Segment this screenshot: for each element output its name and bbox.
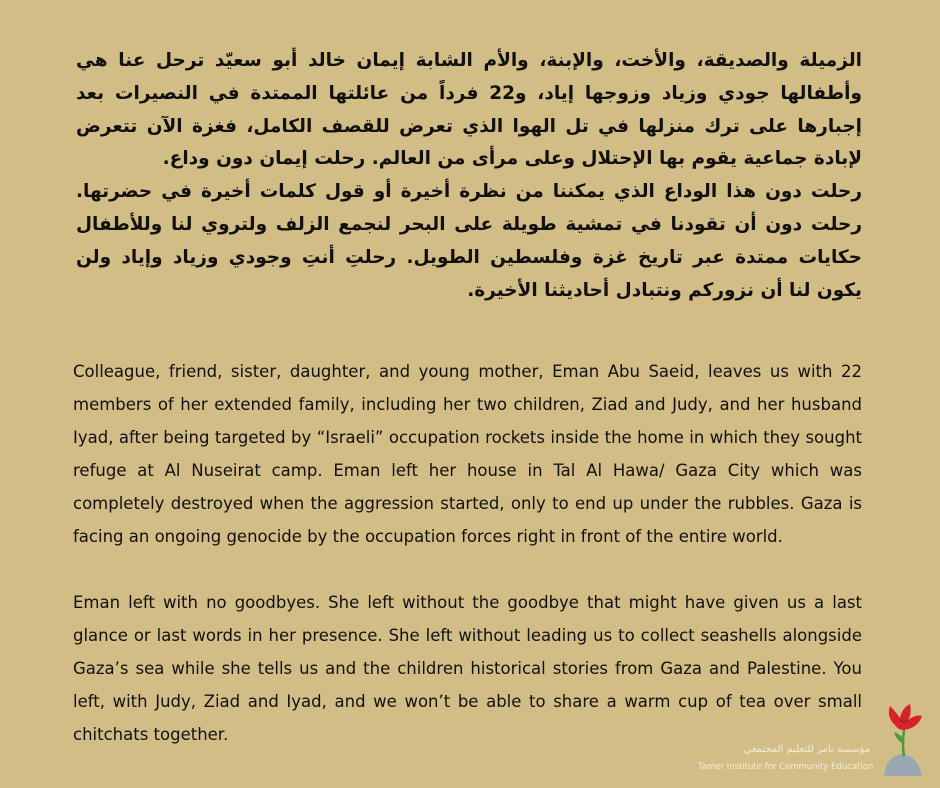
arabic-paragraph-1: الزميلة والصديقة، والأخت، والإبنة، والأم الشابة إيمان خالد أبو سعيّد ترحل عنا هي وأطفالها جودي وزياد وزوجها إياد، و22 فرداً من عائلتها الممتدة في النصيرات بعد إجبارها على ترك منزلها في تل الهوا الذي تعرض للقصف الكامل، فغزة الآن تتعرض لإبادة جماعية يقوم بها الإحتلال وعلى مرأى من العالم. رحلت إيمان دون وداع.	[76, 50, 862, 170]
logo-english-name: Tamer Institute for Community Education	[698, 762, 874, 772]
red-poppy-flower-icon	[880, 700, 928, 776]
arabic-paragraph-2: رحلت دون هذا الوداع الذي يمكننا من نظرة أخيرة أو قول كلمات أخيرة في حضرتها. رحلت دون أن تقودنا في تمشية طويلة على البحر لنجمع الزلف ولتروي لنا وللأطفال حكايات ممتدة عبر تاريخ غزة وفلسطين الطويل. رحلتِ أنتِ وجودي وزياد وإياد ولن يكون لنا أن نزوركم ونتبادل أحاديثنا الأخيرة.	[76, 181, 862, 301]
english-paragraph-2: Eman left with no goodbyes. She left without the goodbye that might have given us a last glance or last words in her presence. She left without leading us to collect seashells alongside Gaza’s sea while she tells us and the children historical stories from Gaza and Palestine. You left, with Judy, Ziad and Iyad, and we won’t be able to share a warm cup of tea over small chitchats together.	[73, 593, 862, 744]
logo-arabic-name: مؤسسة تامر للتعليم المجتمعي	[743, 744, 870, 755]
tamer-institute-logo	[698, 700, 930, 780]
english-paragraph-1: Colleague, friend, sister, daughter, and young mother, Eman Abu Saeid, leaves us with 22 members of her extended family, including her two children, Ziad and Judy, and her husband Iyad, after being targeted by “Israeli” occupation rockets inside the home in which they sought refuge at Al Nuseirat camp. Eman left her house in Tal Al Hawa/ Gaza City which was completely destroyed when the aggression started, only to end up under the rubbles. Gaza is facing an ongoing genocide by the occupation forces right in front of the entire world.	[73, 362, 862, 546]
english-text-block	[73, 355, 862, 751]
arabic-text-block	[76, 45, 862, 307]
